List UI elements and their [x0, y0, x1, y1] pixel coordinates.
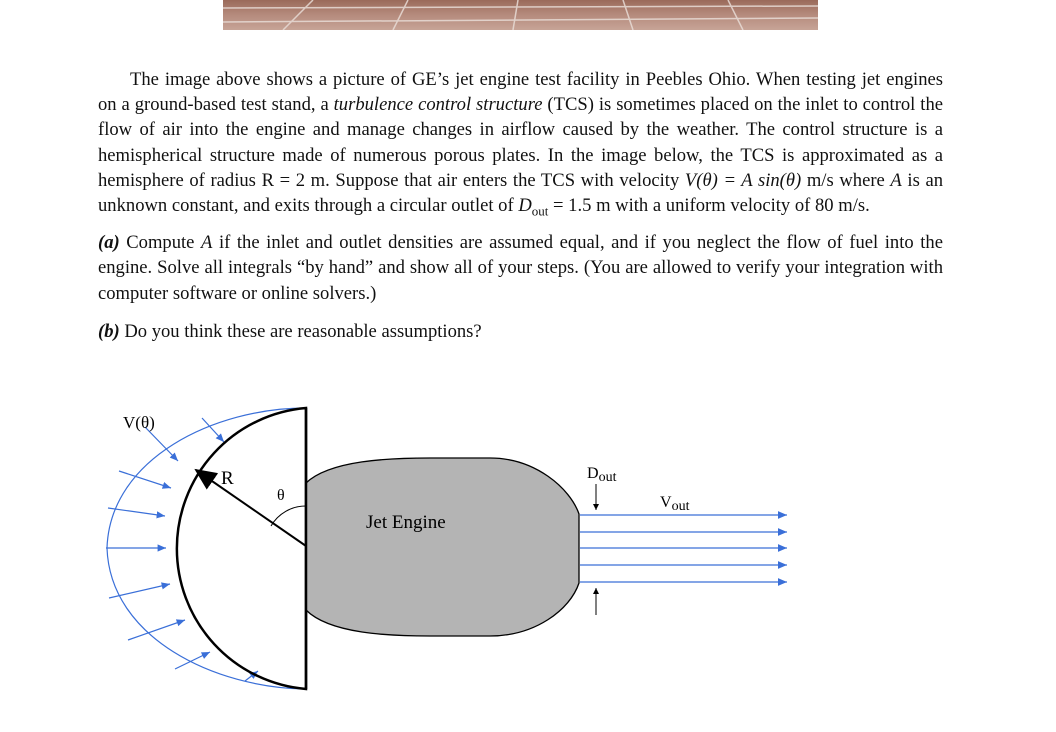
outlet-flow-arrows	[580, 515, 787, 582]
inlet-velocity-label: V(θ)	[123, 413, 155, 432]
part-a-question: (a) Compute A if the inlet and outlet densities are assumed equal, and if you neglect the flow of fuel into the engine. Solve all integrals “by hand” and show all of your steps. (You are allowed to verify your integration with computer software or online solvers.)	[98, 232, 943, 304]
problem-intro-paragraph: The image above shows a picture of GE’s jet engine test facility in Peebles Ohio. When testing jet engines on a ground-based test stand, a turbulence control structure (TCS) is sometimes placed on the inlet to control the flow of air into the engine and manage changes in airflow caused by the weather. The control structure is a hemispherical structure made of numerous porous plates. In the image below, the TCS is approximated as a hemisphere of radius R = 2 m. Suppose that air enters the TCS with velocity V(θ) = A sin(θ) m/s where A is an unknown constant, and exits through a circular outlet of $D_{out} = 1.5$ m with a uniform velocity of 80 m/s.	[98, 69, 944, 219]
outlet-diameter-label: Dout	[587, 465, 617, 485]
test-facility-photo	[223, 0, 818, 30]
angle-arc	[271, 506, 306, 526]
radius-arrow	[196, 470, 306, 546]
tcs-hemisphere	[177, 408, 306, 689]
outlet-velocity-label: Vout	[660, 494, 690, 514]
problem-text	[98, 67, 943, 344]
tcs-diagram	[90, 398, 810, 702]
part-b-question: (b) Do you think these are reasonable assumptions?	[98, 320, 482, 342]
angle-label: θ	[277, 487, 285, 504]
jet-engine-body	[306, 458, 579, 636]
jet-engine-label: Jet Engine	[366, 512, 446, 533]
radius-label: R	[221, 468, 234, 489]
inlet-flow-arrows	[106, 418, 258, 681]
